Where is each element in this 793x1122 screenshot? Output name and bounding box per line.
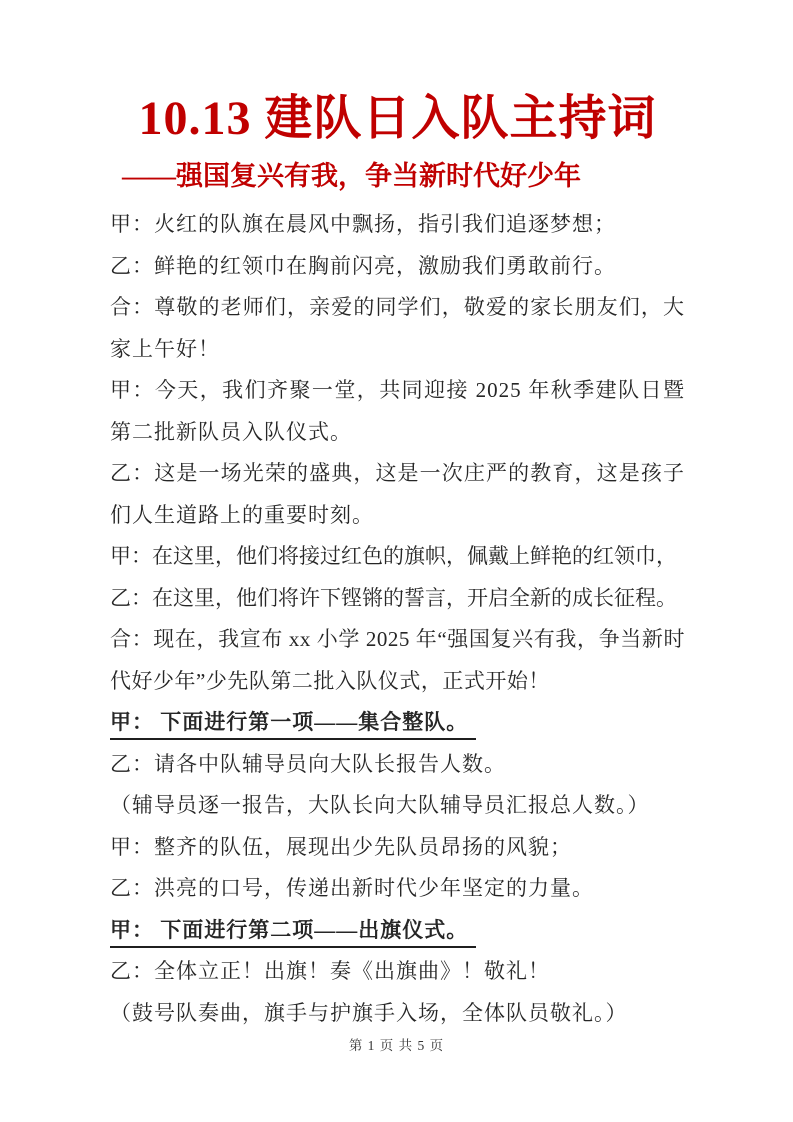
document-content (110, 0, 685, 1034)
footer-page-number: 第 1 页 共 5 页 (348, 1038, 445, 1053)
script-paragraph: 乙：鲜艳的红领巾在胸前闪亮，激励我们勇敢前行。 (110, 253, 616, 278)
section-header-paragraph (110, 910, 685, 952)
stage-note-paragraph: （鼓号队奏曲，旗手与护旗手入场，全体队员敬礼。） (110, 1000, 628, 1025)
script-paragraph: 乙：全体立正！出旗！奏《出旗曲》！敬礼！ (110, 959, 550, 983)
document-title: 10.13 建队日入队主持词 (138, 92, 657, 145)
script-paragraph: 乙：请各中队辅导员向大队长报告人数。 (110, 751, 506, 776)
script-paragraph: 合：尊敬的老师们，亲爱的同学们，敬爱的家长朋友们，大家上午好！ (110, 295, 685, 361)
script-paragraph: 合：现在，我宣布 xx 小学 2025 年“强国复兴有我，争当新时代好少年”少先队第二批入队仪式，正式开始！ (110, 627, 685, 693)
document-subtitle: ——强国复兴有我，争当新时代好少年 (122, 161, 581, 191)
script-paragraph: 乙：这是一场光荣的盛典，这是一次庄严的教育，这是孩子们人生道路上的重要时刻。 (110, 461, 685, 527)
script-paragraph: 甲：在这里，他们将接过红色的旗帜，佩戴上鲜艳的红领巾， (110, 544, 677, 568)
section-header-paragraph (110, 702, 685, 744)
script-paragraph: 甲：火红的队旗在晨风中飘扬，指引我们追逐梦想； (110, 212, 616, 236)
script-paragraph: 甲：整齐的队伍，展现出少先队员昂扬的风貌； (110, 834, 572, 859)
underlined-text: 甲： 下面进行第二项——出旗仪式。 (110, 918, 476, 948)
stage-note-paragraph: （辅导员逐一报告，大队长向大队辅导员汇报总人数。） (110, 793, 650, 817)
script-paragraph: 乙：在这里，他们将许下铿锵的誓言，开启全新的成长征程。 (110, 585, 677, 610)
script-paragraph: 甲：今天，我们齐聚一堂，共同迎接 2025 年秋季建队日暨第二批新队员入队仪式。 (110, 378, 685, 444)
script-paragraph: 乙：洪亮的口号，传递出新时代少年坚定的力量。 (110, 876, 594, 900)
document-body (110, 204, 685, 1034)
underlined-text: 甲： 下面进行第一项——集合整队。 (110, 710, 476, 740)
